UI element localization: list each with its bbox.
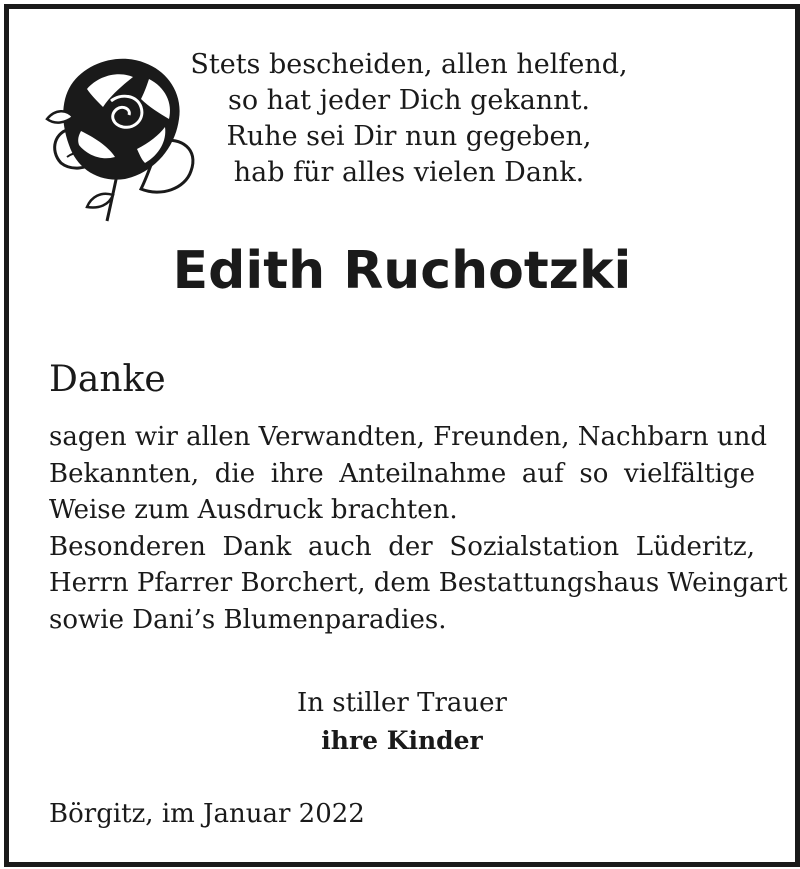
body-line: Besonderen Dank auch der Sozialstation Lüderitz, <box>49 531 755 562</box>
deceased-name: Edith Ruchotzki <box>172 241 632 301</box>
poem-line: hab für alles vielen Dank. <box>233 157 585 188</box>
body-line: Bekannten, die ihre Anteilnahme auf so vielfältige <box>49 458 755 489</box>
signoff-signature: ihre Kinder <box>321 726 483 755</box>
signoff-line: In stiller Trauer <box>297 688 507 718</box>
poem-line: Stets bescheiden, allen helfend, <box>190 49 628 80</box>
body-line: sowie Dani’s Blumenparadies. <box>49 604 447 635</box>
body-line: sagen wir allen Verwandten, Freunden, Nachbarn und <box>49 422 768 452</box>
poem-line: Ruhe sei Dir nun gegeben, <box>226 121 592 152</box>
body-line: Weise zum Ausdruck brachten. <box>49 495 458 525</box>
rose-icon <box>41 45 206 223</box>
body-text <box>49 419 788 638</box>
obituary-frame <box>4 4 800 867</box>
poem-line: so hat jeder Dich gekannt. <box>227 85 591 116</box>
poem <box>184 47 634 191</box>
body-line: Herrn Pfarrer Borchert, dem Bestattungshaus Weingart <box>49 568 788 598</box>
heading: Danke <box>49 359 166 400</box>
signoff <box>9 684 795 760</box>
place-date: Börgitz, im Januar 2022 <box>49 799 365 829</box>
